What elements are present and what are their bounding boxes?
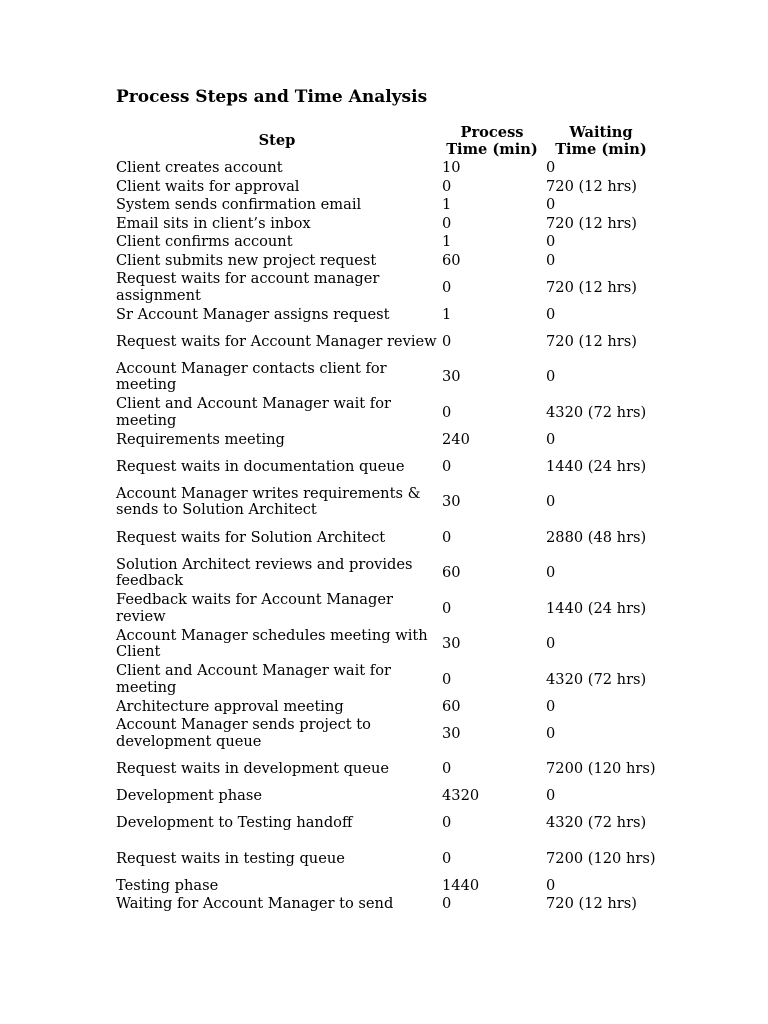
- table-row: [114, 841, 658, 877]
- table-row: [114, 556, 658, 592]
- table-row: [114, 752, 658, 788]
- step-cell: System sends confirmation email: [116, 196, 362, 213]
- waiting-time-column-header: [544, 124, 658, 159]
- process-header-line1: Process: [460, 124, 524, 141]
- table-row: [114, 196, 658, 215]
- table-row: [114, 395, 658, 431]
- step-cell: Email sits in client’s inbox: [116, 214, 311, 232]
- process-time-cell: 0: [442, 332, 452, 350]
- table-row: [114, 895, 658, 914]
- process-time-cell: 0: [442, 599, 452, 617]
- table-row: [114, 787, 658, 806]
- process-time-cell: 0: [442, 457, 452, 475]
- waiting-time-cell: 720 (12 hrs): [546, 177, 637, 195]
- process-header-line2: Time (min): [446, 140, 538, 158]
- step-cell: Requirements meeting: [116, 430, 285, 448]
- process-time-cell: 0: [442, 214, 452, 232]
- step-cell: Waiting for Account Manager to send: [116, 895, 394, 912]
- table-row: [114, 449, 658, 485]
- step-cell: Feedback waits for Account Manager review: [116, 591, 393, 625]
- waiting-time-cell: 0: [546, 233, 556, 250]
- waiting-time-cell: 4320 (72 hrs): [546, 814, 647, 831]
- table-row: [114, 520, 658, 556]
- process-time-cell: 30: [442, 635, 461, 652]
- table-row: [114, 159, 658, 178]
- process-time-cell: 30: [442, 493, 461, 510]
- table-row: [114, 662, 658, 698]
- waiting-time-cell: 720 (12 hrs): [546, 278, 637, 296]
- process-time-cell: 10: [442, 159, 461, 176]
- table-header-row: [114, 124, 658, 159]
- step-cell: Client submits new project request: [116, 251, 377, 269]
- table-row: [114, 270, 658, 306]
- table-row: [114, 698, 658, 717]
- process-time-cell: 0: [442, 814, 452, 831]
- process-time-cell: 1440: [442, 876, 480, 894]
- waiting-time-cell: 1440 (24 hrs): [546, 599, 647, 617]
- waiting-time-cell: 0: [546, 635, 556, 652]
- waiting-time-cell: 0: [546, 697, 556, 715]
- table-row: [114, 178, 658, 197]
- table-row: [114, 431, 658, 450]
- waiting-header-line1: Waiting: [569, 124, 633, 141]
- waiting-time-cell: 0: [546, 876, 556, 894]
- table-row: [114, 716, 658, 752]
- waiting-time-cell: 7200 (120 hrs): [546, 849, 656, 867]
- process-time-cell: 4320: [442, 787, 480, 804]
- step-cell: Request waits for account manager assignment: [116, 270, 380, 304]
- table-row: [114, 252, 658, 271]
- step-cell: Request waits in development queue: [116, 760, 389, 777]
- step-cell: Sr Account Manager assigns request: [116, 305, 390, 323]
- process-time-column-header: [440, 124, 544, 159]
- waiting-time-cell: 4320 (72 hrs): [546, 670, 647, 688]
- process-time-cell: 240: [442, 430, 470, 448]
- step-cell: Request waits in documentation queue: [116, 457, 405, 475]
- waiting-time-cell: 0: [546, 368, 556, 385]
- process-time-cell: 0: [442, 528, 452, 546]
- process-time-cell: 0: [442, 177, 452, 195]
- step-cell: Client creates account: [116, 159, 283, 176]
- table-row: [114, 215, 658, 234]
- table-row: [114, 485, 658, 521]
- step-cell: Account Manager sends project to development queue: [116, 716, 371, 750]
- step-cell: Development phase: [116, 787, 262, 804]
- waiting-time-cell: 7200 (120 hrs): [546, 760, 656, 777]
- process-time-cell: 0: [442, 895, 452, 912]
- step-cell: Account Manager schedules meeting with Client: [116, 626, 428, 661]
- process-time-table: [114, 124, 658, 914]
- table-row: [114, 306, 658, 325]
- waiting-time-cell: 0: [546, 564, 556, 581]
- table-row: [114, 877, 658, 896]
- page-title: Process Steps and Time Analysis: [116, 87, 428, 107]
- step-cell: Testing phase: [116, 876, 219, 894]
- step-cell: Client and Account Manager wait for meeting: [116, 395, 391, 429]
- waiting-time-cell: 0: [546, 724, 556, 742]
- step-cell: Account Manager contacts client for meeting: [116, 359, 387, 394]
- waiting-time-cell: 720 (12 hrs): [546, 895, 637, 912]
- step-column-header: Step: [258, 132, 296, 150]
- process-time-cell: 0: [442, 849, 452, 867]
- step-cell: Request waits for Solution Architect: [116, 528, 386, 546]
- table-row: [114, 627, 658, 663]
- step-cell: Solution Architect reviews and provides feedback: [116, 555, 413, 590]
- table-row: [114, 806, 658, 842]
- table-row: [114, 360, 658, 396]
- process-time-cell: 0: [442, 278, 452, 296]
- step-cell: Client and Account Manager wait for meeting: [116, 662, 391, 696]
- step-cell: Architecture approval meeting: [116, 697, 344, 715]
- process-time-cell: 1: [442, 196, 452, 213]
- process-time-cell: 60: [442, 697, 461, 715]
- process-time-cell: 0: [442, 403, 452, 421]
- table-row: [114, 233, 658, 252]
- process-time-cell: 30: [442, 368, 461, 385]
- waiting-time-cell: 0: [546, 305, 556, 323]
- waiting-time-cell: 1440 (24 hrs): [546, 457, 647, 475]
- process-time-cell: 1: [442, 233, 452, 250]
- step-cell: Request waits for Account Manager review: [116, 332, 437, 350]
- process-time-cell: 60: [442, 251, 461, 269]
- process-time-cell: 1: [442, 305, 452, 323]
- process-time-cell: 30: [442, 724, 461, 742]
- waiting-time-cell: 0: [546, 196, 556, 213]
- table-row: [114, 324, 658, 360]
- waiting-time-cell: 0: [546, 787, 556, 804]
- process-time-cell: 60: [442, 564, 461, 581]
- step-cell: Request waits in testing queue: [116, 849, 345, 867]
- waiting-time-cell: 0: [546, 430, 556, 448]
- waiting-time-cell: 0: [546, 159, 556, 176]
- table-row: [114, 591, 658, 627]
- process-time-cell: 0: [442, 670, 452, 688]
- waiting-time-cell: 0: [546, 493, 556, 510]
- waiting-time-cell: 0: [546, 251, 556, 269]
- step-cell: Account Manager writes requirements & sends to Solution Architect: [116, 484, 421, 519]
- waiting-time-cell: 720 (12 hrs): [546, 214, 637, 232]
- waiting-time-cell: 720 (12 hrs): [546, 332, 637, 350]
- step-cell: Client confirms account: [116, 233, 293, 250]
- step-cell: Development to Testing handoff: [116, 814, 353, 831]
- waiting-time-cell: 2880 (48 hrs): [546, 528, 647, 546]
- waiting-header-line2: Time (min): [555, 140, 647, 158]
- step-cell: Client waits for approval: [116, 177, 300, 195]
- waiting-time-cell: 4320 (72 hrs): [546, 403, 647, 421]
- process-time-cell: 0: [442, 760, 452, 777]
